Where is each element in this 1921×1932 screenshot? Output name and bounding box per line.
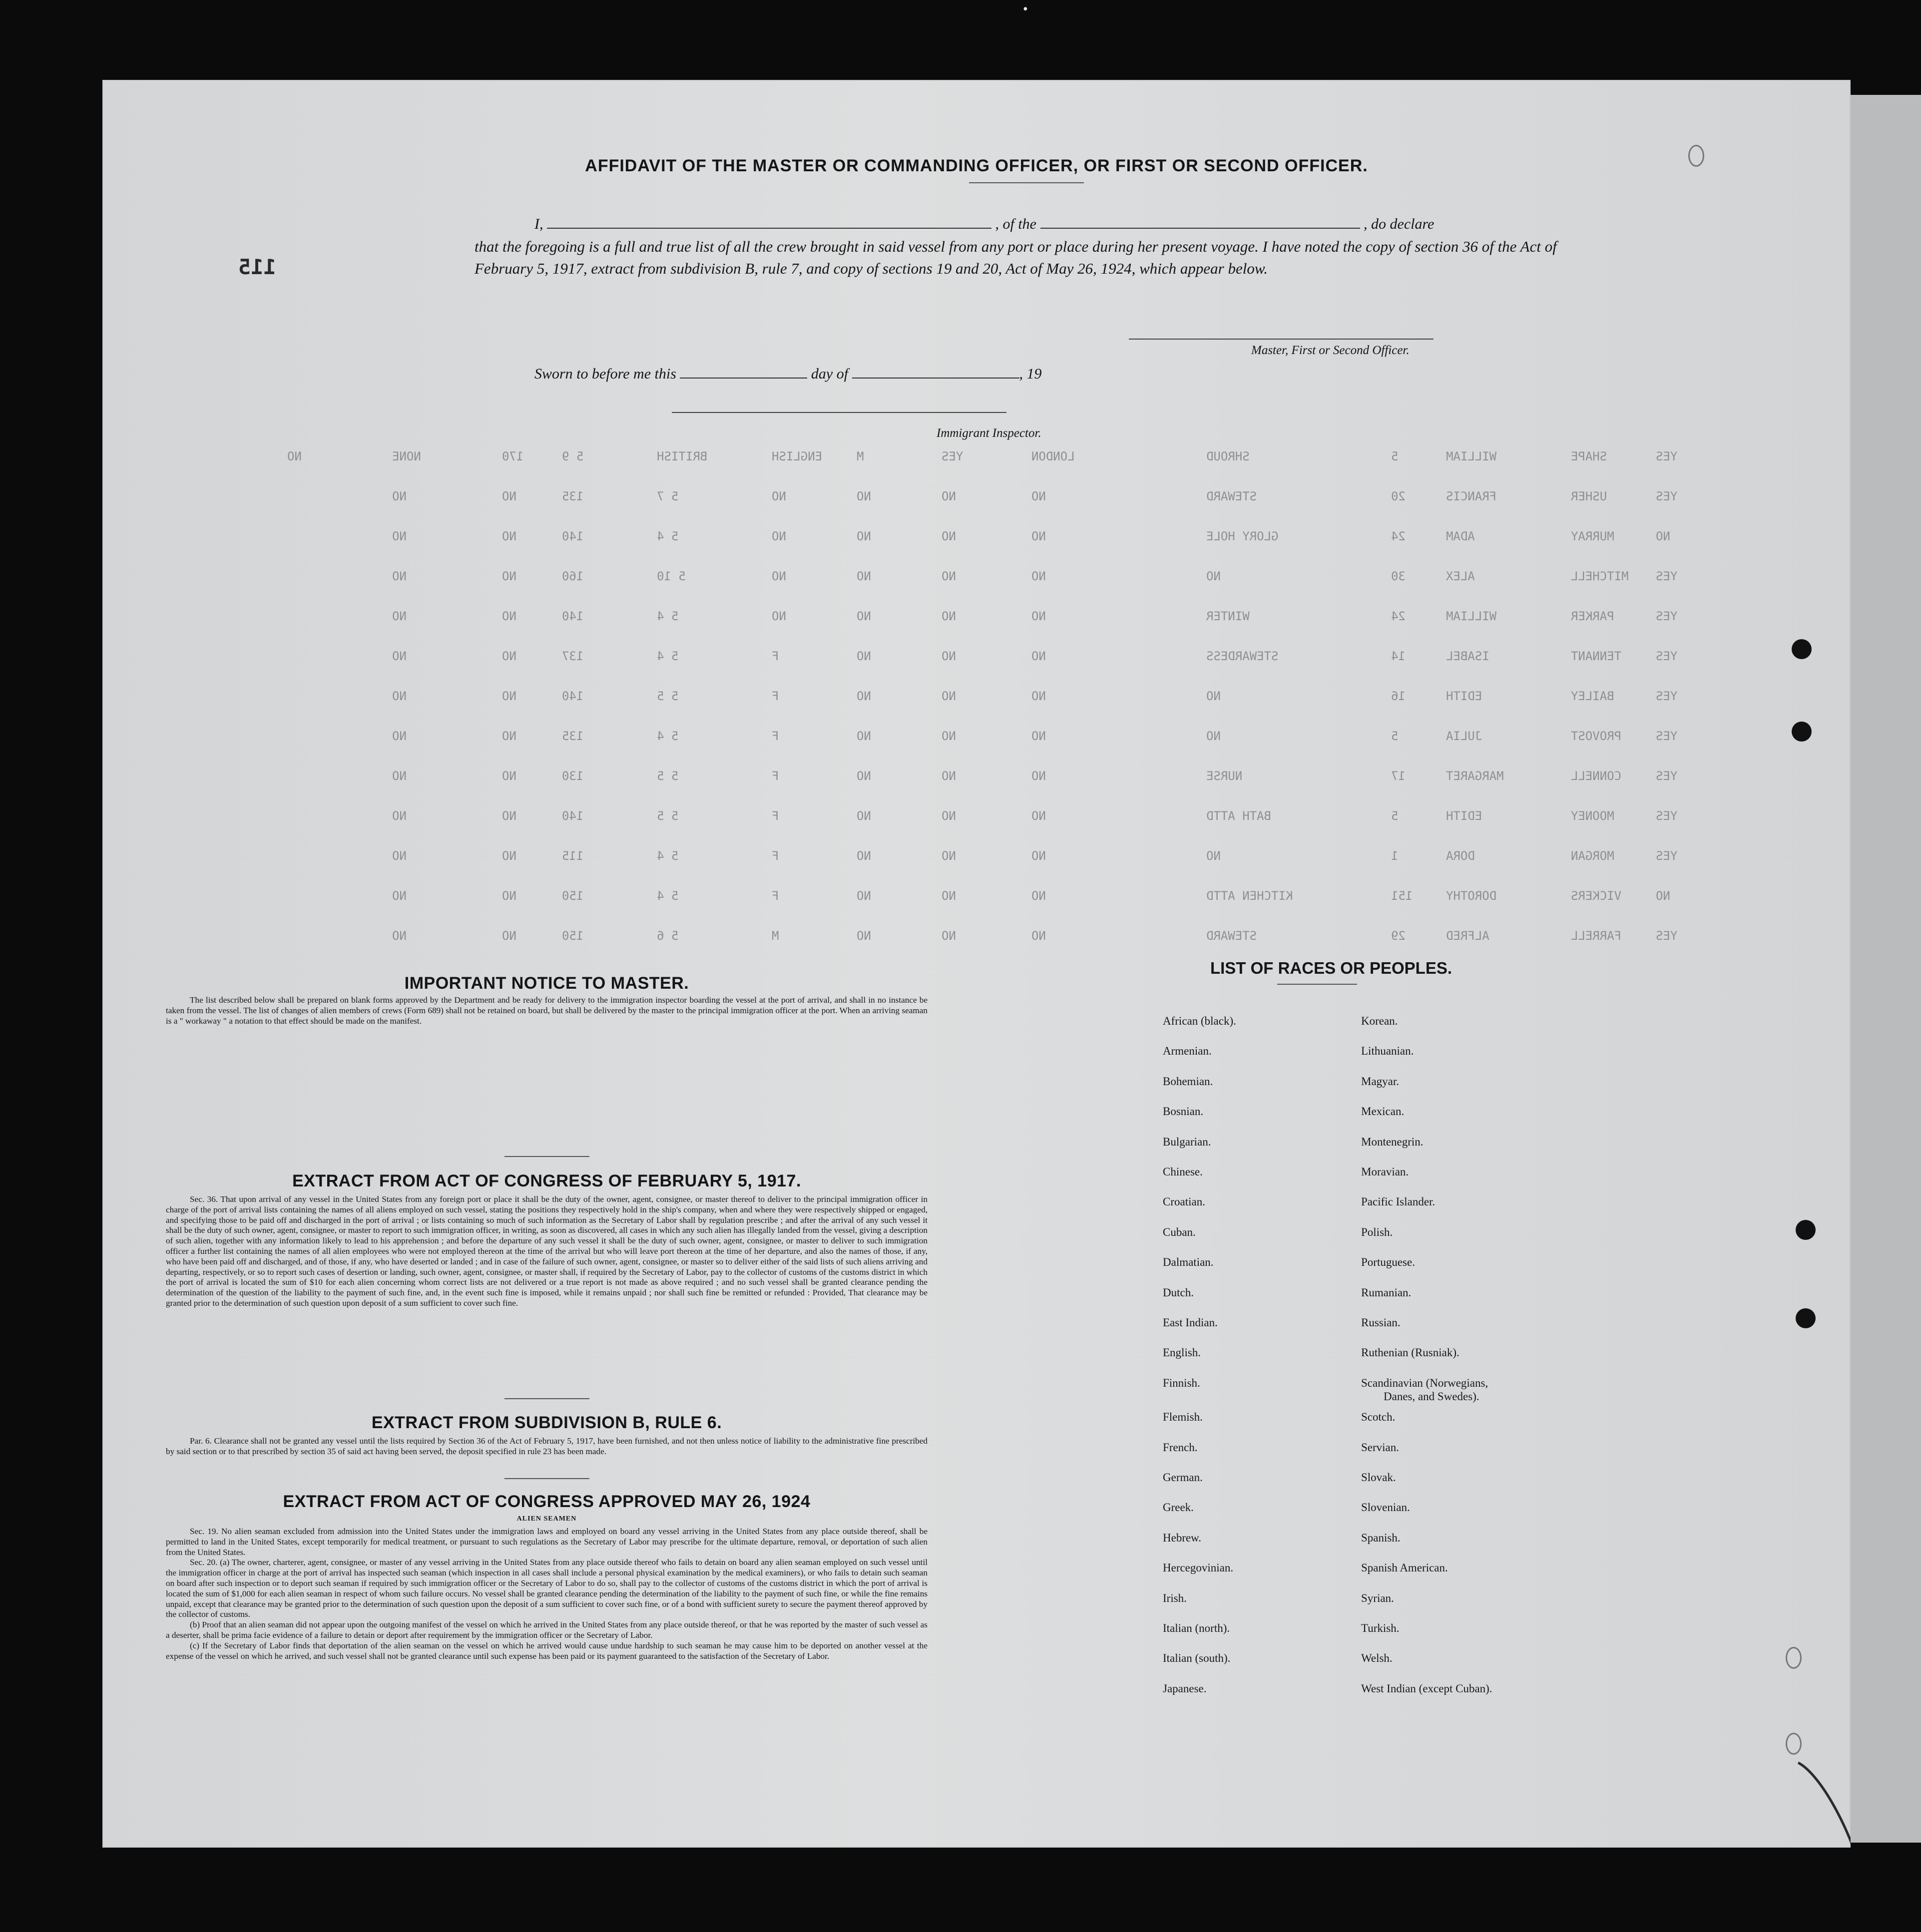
bleed-cell: NO xyxy=(942,809,956,823)
binder-hole xyxy=(1792,639,1812,659)
bleed-cell: 5 4 xyxy=(657,609,679,623)
bleed-cell: 5 4 xyxy=(657,889,679,903)
bleed-cell: 170 xyxy=(502,449,524,463)
bleed-row xyxy=(102,809,1851,829)
bleed-cell: NO xyxy=(287,449,302,463)
bleed-cell: NO xyxy=(502,569,516,583)
sworn-year: , 19 xyxy=(1019,366,1042,382)
bleed-cell: WILLIAM xyxy=(1446,449,1497,463)
bleed-cell: NO xyxy=(942,609,956,623)
binder-hole xyxy=(1796,1220,1816,1240)
race-item: Bohemian. xyxy=(1163,1075,1213,1088)
affidavit-of-the: , of the xyxy=(995,216,1036,232)
race-item: Italian (north). xyxy=(1163,1622,1230,1634)
bleed-cell: PROVOST xyxy=(1571,729,1622,743)
bleed-cell: NO xyxy=(942,649,956,663)
extract-1924-subtitle: ALIEN SEAMEN xyxy=(516,1515,577,1523)
sworn-day-blank xyxy=(680,365,807,379)
bleed-cell: ENGLISH xyxy=(772,449,823,463)
sworn-month-blank xyxy=(852,365,1019,379)
race-item: Russian. xyxy=(1361,1316,1401,1329)
bleed-cell: 5 4 xyxy=(657,529,679,543)
race-item: Dalmatian. xyxy=(1163,1256,1214,1269)
race-item: Greek. xyxy=(1163,1501,1194,1514)
vessel-name-blank xyxy=(1040,215,1360,229)
bleed-cell: NO xyxy=(1031,849,1046,863)
bleed-cell: 5 5 xyxy=(657,769,679,783)
bleed-cell: SHAPE xyxy=(1571,449,1607,463)
bleed-row xyxy=(102,849,1851,869)
bleed-cell: STEWARD xyxy=(1206,929,1257,943)
section-divider xyxy=(504,1156,589,1157)
bleed-cell: NO xyxy=(857,889,871,903)
bleed-cell: NO xyxy=(942,689,956,703)
bleed-row xyxy=(102,929,1851,949)
bleed-cell: NO xyxy=(1031,529,1046,543)
extract-1917-paragraph: Sec. 36. That upon arrival of any vessel in the United States from any foreign port or place it shall be the duty of the owner, agent, consignee, or master thereof to deliver to the principal immigration officer in charge of the port of arrival lists containing the names of all aliens employed on such vessel, stating the positions they respectively hold in the ship's company, when and where they were respectively shipped or engaged, and specifying those to be paid off and discharged in the port of arrival ; or lists containing so much of such information as the Secretary of Labor shall by regulation prescribe ; and after the arrival of any such vessel it shall be the duty of such owner, agent, consignee, or master to report to such immigration officer, in writing, as soon as discovered, all cases in which any such alien has illegally landed from the vessel, giving a description of such alien, together with any information likely to lead to his apprehension ; and before the departure of any such vessel it shall be the duty of such owner, agent, consignee, or master to deliver to such immigration officer a further list containing the names of all alien employees who were not employed thereon at the time of the arrival but who will leave port thereon at the time of her departure, and also the names of those, if any, who have been paid off and discharged, and of those, if any, who have deserted or landed ; and in case of the failure of such owner, agent, consignee, or master so to deliver either of the said lists of such aliens arriving and departing, respectively, or so to report such cases of desertion or landing, such owner, agent, consignee, or master shall, if required by the Secretary of Labor, pay to the collector of customs of the customs district in which the port of arrival is located the sum of $10 for each alien concerning whom correct lists are not delivered or a true report is not made as above required ; and no such vessel shall be granted clearance pending the determination of the question of the liability to the payment of such fine, and, in the event such fine is imposed, while it remains unpaid ; nor shall such fine be remitted or refunded : Provided, That clearance may be granted prior to the determination of such question upon deposit of a sum sufficient to cover such fine. xyxy=(166,1194,928,1308)
bleed-cell: FARRELL xyxy=(1571,929,1622,943)
race-item: Ruthenian (Rusniak). xyxy=(1361,1346,1459,1359)
bleed-cell: 24 xyxy=(1391,529,1406,543)
race-item: Pacific Islander. xyxy=(1361,1195,1436,1208)
bleed-cell: 140 xyxy=(562,689,584,703)
bleed-cell: DORA xyxy=(1446,849,1475,863)
bleed-cell: NO xyxy=(502,689,516,703)
bleed-cell: F xyxy=(772,849,779,863)
race-item: East Indian. xyxy=(1163,1316,1218,1329)
affidavit-title: AFFIDAVIT OF THE MASTER OR COMMANDING OFFICER, OR FIRST OR SECOND OFFICER. xyxy=(585,156,1368,175)
bleed-cell: MORGAN xyxy=(1571,849,1614,863)
bleed-cell: NO xyxy=(502,889,516,903)
race-item: English. xyxy=(1163,1346,1201,1359)
bleed-cell: 160 xyxy=(562,569,584,583)
bleed-cell: ADAM xyxy=(1446,529,1475,543)
race-item: Portuguese. xyxy=(1361,1256,1415,1269)
bleed-row xyxy=(102,569,1851,589)
race-item: Irish. xyxy=(1163,1591,1187,1604)
bleed-cell: NO xyxy=(502,609,516,623)
bleed-cell: SHROUD xyxy=(1206,449,1250,463)
race-item: Scandinavian (Norwegians, xyxy=(1361,1376,1488,1389)
pen-mark-icon xyxy=(1788,1743,1851,1848)
race-item: Bulgarian. xyxy=(1163,1135,1211,1148)
bleed-cell: NO xyxy=(392,849,407,863)
race-item: Welsh. xyxy=(1361,1652,1393,1665)
inspector-signature-line xyxy=(672,412,1006,413)
binder-hole xyxy=(1796,1308,1816,1328)
bleed-row xyxy=(102,609,1851,629)
bleed-cell: 140 xyxy=(562,529,584,543)
bleed-cell: NO xyxy=(1031,569,1046,583)
race-item: Flemish. xyxy=(1163,1411,1203,1424)
race-item: Hercegovinian. xyxy=(1163,1561,1234,1574)
bleed-cell: F xyxy=(772,689,779,703)
bleed-cell: EDITH xyxy=(1446,689,1482,703)
bleed-cell: NO xyxy=(942,929,956,943)
bleed-cell: 5 9 xyxy=(562,449,584,463)
races-title: LIST OF RACES OR PEOPLES. xyxy=(1210,959,1452,977)
bleed-cell: CONNELL xyxy=(1571,769,1622,783)
bleed-cell: 135 xyxy=(562,729,584,743)
bleed-cell: NO xyxy=(502,489,516,503)
sworn-line xyxy=(534,365,1042,383)
notice-title: IMPORTANT NOTICE TO MASTER. xyxy=(404,974,689,993)
bleed-cell: ALEX xyxy=(1446,569,1475,583)
officer-signature-label: Master, First or Second Officer. xyxy=(1251,344,1410,357)
bleed-cell: NO xyxy=(942,729,956,743)
bleed-cell: 14 xyxy=(1391,649,1406,663)
bleed-cell: NO xyxy=(392,489,407,503)
bleed-cell: 20 xyxy=(1391,489,1406,503)
bleed-row xyxy=(102,489,1851,509)
bleed-cell: NO xyxy=(392,609,407,623)
bleed-cell: MOONEY xyxy=(1571,809,1614,823)
bleed-cell: 5 5 xyxy=(657,809,679,823)
bleed-cell: NO xyxy=(857,809,871,823)
bleed-cell: 5 xyxy=(1391,729,1399,743)
race-item: Slovenian. xyxy=(1361,1501,1410,1514)
bleed-cell: 150 xyxy=(562,889,584,903)
bleed-cell: YES xyxy=(1656,609,1678,623)
bleed-cell: YES xyxy=(1656,729,1678,743)
bleed-cell: BRITISH xyxy=(657,449,708,463)
bleed-cell: NO xyxy=(772,529,786,543)
race-item: Armenian. xyxy=(1163,1045,1212,1058)
bleed-cell: F xyxy=(772,649,779,663)
bleed-cell: ALFRED xyxy=(1446,929,1489,943)
bleed-cell: 17 xyxy=(1391,769,1406,783)
section-divider xyxy=(504,1478,589,1479)
race-item: Spanish American. xyxy=(1361,1561,1448,1574)
section-divider xyxy=(504,1398,589,1399)
bleed-cell: NONE xyxy=(392,449,421,463)
bleed-cell: YES xyxy=(1656,569,1678,583)
bleed-cell: NO xyxy=(942,849,956,863)
bleed-cell: NO xyxy=(392,729,407,743)
bleed-cell: NO xyxy=(772,569,786,583)
bleed-cell: NO xyxy=(1206,569,1221,583)
bleed-cell: 5 6 xyxy=(657,929,679,943)
bleed-cell: USHER xyxy=(1571,489,1607,503)
sworn-prefix: Sworn to before me this xyxy=(534,366,676,382)
race-item: Polish. xyxy=(1361,1225,1393,1238)
bleed-cell: STEWARDESS xyxy=(1206,649,1279,663)
bleed-cell: NO xyxy=(502,649,516,663)
bleed-cell: NO xyxy=(942,769,956,783)
bleed-cell: YES xyxy=(1656,769,1678,783)
race-item: German. xyxy=(1163,1471,1203,1484)
inspector-label: Immigrant Inspector. xyxy=(937,426,1041,440)
extract-1924-sec20b: (b) Proof that an alien seaman did not appear upon the outgoing manifest of the vessel on which he arrived in the United States from any place outside thereof, or that he was reported by the master of such vessel as a deserter, shall be prima facie evidence of a failure to detain or deport after requirement by the immigration officer or the Secretary of Labor. xyxy=(166,1620,928,1640)
bleed-cell: NO xyxy=(392,529,407,543)
bleed-cell: NURSE xyxy=(1206,769,1243,783)
bleed-cell: 5 xyxy=(1391,449,1399,463)
extract-1917-text xyxy=(166,1194,928,1309)
bleed-cell: 150 xyxy=(562,929,584,943)
bleed-cell: NO xyxy=(857,729,871,743)
affidavit-i: I, xyxy=(534,216,543,232)
bleed-cell: NO xyxy=(857,569,871,583)
race-item: Servian. xyxy=(1361,1441,1400,1454)
bleed-cell: 30 xyxy=(1391,569,1406,583)
bleed-cell: NO xyxy=(942,889,956,903)
affidavit-title-rule xyxy=(969,182,1084,183)
bleed-cell: NO xyxy=(392,689,407,703)
race-item: Italian (south). xyxy=(1163,1652,1231,1665)
bleed-cell: NO xyxy=(502,769,516,783)
race-item: Slovak. xyxy=(1361,1471,1396,1484)
bleed-cell: NO xyxy=(392,569,407,583)
bleed-cell: LONDON xyxy=(1031,449,1075,463)
extract-1917-title: EXTRACT FROM ACT OF CONGRESS OF FEBRUARY 5, 1917. xyxy=(292,1171,801,1190)
bleed-cell: VICKERS xyxy=(1571,889,1622,903)
bleed-cell: NO xyxy=(392,809,407,823)
bleed-cell: NO xyxy=(772,609,786,623)
race-item: French. xyxy=(1163,1441,1198,1454)
extract-rule6-text xyxy=(166,1436,928,1457)
bleed-cell: ISABEL xyxy=(1446,649,1489,663)
bleed-cell: NO xyxy=(502,809,516,823)
bleed-cell: NO xyxy=(502,929,516,943)
bleed-row xyxy=(102,769,1851,789)
bleed-cell: KITCHEN ATTD xyxy=(1206,889,1293,903)
bleed-cell: M xyxy=(857,449,864,463)
race-item: Finnish. xyxy=(1163,1376,1200,1389)
bleed-cell: NO xyxy=(942,529,956,543)
bleed-cell: 5 4 xyxy=(657,849,679,863)
bleed-row xyxy=(102,889,1851,909)
notice-text xyxy=(166,995,928,1026)
bleed-cell: YES xyxy=(1656,809,1678,823)
sworn-day-of: day of xyxy=(811,366,849,382)
bleed-cell: NO xyxy=(1206,849,1221,863)
bleed-cell: 16 xyxy=(1391,689,1406,703)
bleed-cell: 5 10 xyxy=(657,569,686,583)
bleed-cell: M xyxy=(772,929,779,943)
bleed-cell: MITCHELL xyxy=(1571,569,1629,583)
races-title-rule xyxy=(1277,984,1357,985)
bleed-cell: 135 xyxy=(562,489,584,503)
race-item: Japanese. xyxy=(1163,1682,1207,1695)
bleed-cell: NO xyxy=(942,489,956,503)
affidavit-do-declare: , do declare xyxy=(1364,216,1435,232)
bleed-cell: NO xyxy=(1206,729,1221,743)
bleed-cell: NO xyxy=(1031,929,1046,943)
binder-hole xyxy=(1688,145,1704,167)
race-item: Moravian. xyxy=(1361,1165,1409,1178)
race-item: Lithuanian. xyxy=(1361,1045,1414,1058)
extract-rule6-paragraph: Par. 6. Clearance shall not be granted any vessel until the lists required by Section 36 of the Act of February 5, 1917, have been furnished, and not then unless notice of liability to the administrative fine prescribed by said section or to that prescribed by section 35 of said act having been served, the deposit specified in rule 23 has been made. xyxy=(166,1436,928,1456)
bleed-cell: 151 xyxy=(1391,889,1413,903)
race-item: African (black). xyxy=(1163,1015,1236,1027)
bleed-cell: TENNANT xyxy=(1571,649,1622,663)
race-item: Dutch. xyxy=(1163,1286,1194,1299)
bleed-cell: NO xyxy=(942,569,956,583)
bleed-cell: NO xyxy=(1031,889,1046,903)
bleed-cell: EDITH xyxy=(1446,809,1482,823)
bleed-cell: NO xyxy=(1206,689,1221,703)
bleed-cell: F xyxy=(772,769,779,783)
extract-1924-text xyxy=(166,1527,928,1661)
bleed-cell: YES xyxy=(1656,489,1678,503)
race-item: Scotch. xyxy=(1361,1411,1396,1424)
bleed-cell: 5 4 xyxy=(657,729,679,743)
race-item: Croatian. xyxy=(1163,1195,1205,1208)
bleed-cell: 24 xyxy=(1391,609,1406,623)
bleed-cell: YES xyxy=(1656,929,1678,943)
bleed-cell: NO xyxy=(1031,769,1046,783)
bleed-cell: YES xyxy=(942,449,963,463)
bleed-cell: F xyxy=(772,889,779,903)
bleed-cell: NO xyxy=(392,649,407,663)
bleed-cell: NO xyxy=(857,849,871,863)
bleed-cell: NO xyxy=(857,929,871,943)
bleed-cell: NO xyxy=(1656,889,1670,903)
bleed-cell: JULIA xyxy=(1446,729,1482,743)
officer-signature-line xyxy=(1129,339,1434,340)
page-stamp-number: 115 xyxy=(238,255,276,279)
bleed-cell: GLORY HOLE xyxy=(1206,529,1279,543)
bleed-cell: NO xyxy=(392,889,407,903)
bleed-cell: 5 7 xyxy=(657,489,679,503)
extract-1924-title: EXTRACT FROM ACT OF CONGRESS APPROVED MAY 26, 1924 xyxy=(283,1492,811,1511)
race-item: Hebrew. xyxy=(1163,1531,1202,1544)
bleed-cell: FRANCIS xyxy=(1446,489,1497,503)
race-item: Mexican. xyxy=(1361,1105,1405,1118)
race-item: Chinese. xyxy=(1163,1165,1203,1178)
race-item: Cuban. xyxy=(1163,1225,1196,1238)
bleed-cell: NO xyxy=(857,649,871,663)
bleed-cell: WINTER xyxy=(1206,609,1250,623)
race-item: West Indian (except Cuban). xyxy=(1361,1682,1492,1695)
bleed-cell: NO xyxy=(857,689,871,703)
bleed-row xyxy=(102,449,1851,469)
bleed-cell: BATH ATTD xyxy=(1206,809,1272,823)
bleed-cell: 140 xyxy=(562,609,584,623)
race-item: Magyar. xyxy=(1361,1075,1400,1088)
affidavit-body: that the foregoing is a full and true list of all the crew brought in said vessel from any port or place during her present voyage. I have noted the copy of section 36 of the Act of February 5, 1917, extract from subdivision B, rule 7, and copy of sections 19 and 20, Act of May 26, 1924, which appear below. xyxy=(475,238,1557,277)
race-item: Danes, and Swedes). xyxy=(1384,1390,1479,1403)
bleed-cell: NO xyxy=(857,609,871,623)
affidavit-declaration-line xyxy=(534,215,1434,233)
manifest-page xyxy=(102,80,1851,1848)
bleed-cell: 115 xyxy=(562,849,584,863)
race-item: Syrian. xyxy=(1361,1591,1394,1604)
race-item: Rumanian. xyxy=(1361,1286,1412,1299)
bleed-cell: 5 xyxy=(1391,809,1399,823)
bleed-cell: YES xyxy=(1656,849,1678,863)
bleed-row xyxy=(102,689,1851,709)
bleed-cell: DOROTHY xyxy=(1446,889,1497,903)
bleed-cell: NO xyxy=(1031,809,1046,823)
bleed-row xyxy=(102,729,1851,749)
bleed-cell: F xyxy=(772,729,779,743)
race-item: Turkish. xyxy=(1361,1622,1400,1634)
bleed-cell: NO xyxy=(392,929,407,943)
bleed-cell: NO xyxy=(1031,649,1046,663)
bleed-cell: NO xyxy=(1656,529,1670,543)
bleed-cell: NO xyxy=(502,849,516,863)
bleed-cell: MARGARET xyxy=(1446,769,1504,783)
race-item: Montenegrin. xyxy=(1361,1135,1424,1148)
bleed-cell: 1 xyxy=(1391,849,1399,863)
bleed-cell: 140 xyxy=(562,809,584,823)
bleed-cell: MURRAY xyxy=(1571,529,1614,543)
bleed-row xyxy=(102,529,1851,549)
extract-1924-sec19: Sec. 19. No alien seaman excluded from admission into the United States under the immigration laws and employed on board any vessel arriving in the United States from any place outside thereof, shall be permitted to land in the United States, except temporarily for medical treatment, or pursuant to such regulations as the Secretary of Labor may prescribe for the ultimate departure, removal, or deportation of such alien from the United States. xyxy=(166,1527,928,1557)
extract-1924-sec20a: Sec. 20. (a) The owner, charterer, agent, consignee, or master of any vessel arriving in the United States from any place outside thereof who fails to detain on board any alien seaman employed on such vessel until the immigration officer in charge at the port of arrival has inspected such seaman (which inspection in all cases shall include a personal physical examination by the medical examiners), or who fails to detain such seaman on board after such inspection or to deport such seaman if required by such immigration officer or the Secretary of Labor to do so, shall pay to the collector of customs of the customs district in which the port of arrival is located the sum of $1,000 for each alien seaman in respect of whom such failure occurs. No vessel shall be granted clearance pending the determination of the liability to the payment of such fine, or while the fine remains unpaid, except that clearance may be granted prior to the determination of such question upon the deposit of a sum sufficient to cover such fine, or of a bond with sufficient surety to secure the payment thereof approved by the collector of customs. xyxy=(166,1557,928,1619)
film-mark: • xyxy=(1023,1,1028,17)
binder-hole xyxy=(1786,1647,1802,1669)
officer-name-blank xyxy=(547,215,991,229)
bleed-cell: F xyxy=(772,809,779,823)
bleed-cell: NO xyxy=(502,529,516,543)
bleed-cell: STEWARD xyxy=(1206,489,1257,503)
bleed-cell: 130 xyxy=(562,769,584,783)
binder-hole xyxy=(1792,722,1812,742)
bleed-cell: WILLIAM xyxy=(1446,609,1497,623)
race-item: Bosnian. xyxy=(1163,1105,1204,1118)
bleed-cell: 29 xyxy=(1391,929,1406,943)
bleed-cell: NO xyxy=(1031,729,1046,743)
bleed-cell: 5 4 xyxy=(657,649,679,663)
bleed-cell: NO xyxy=(857,529,871,543)
bleed-cell: 5 5 xyxy=(657,689,679,703)
bleed-cell: NO xyxy=(1031,489,1046,503)
notice-paragraph: The list described below shall be prepared on blank forms approved by the Department and be ready for delivery to the immigration inspector boarding the vessel at the port of arrival, and shall in no instance be taken from the vessel. The list of changes of alien members of crews (Form 689) shall not be retained on board, but shall be delivered by the master to the principal immigration officer at the port. When an arriving seaman is a " workaway " a notation to that effect should be made on the manifest. xyxy=(166,995,928,1026)
bleed-cell: NO xyxy=(1031,609,1046,623)
bleed-cell: NO xyxy=(1031,689,1046,703)
bleed-cell: NO xyxy=(857,769,871,783)
bleed-cell: YES xyxy=(1656,649,1678,663)
bleed-cell: PARKER xyxy=(1571,609,1614,623)
bleed-cell: NO xyxy=(857,489,871,503)
bleed-cell: YES xyxy=(1656,689,1678,703)
race-item: Spanish. xyxy=(1361,1531,1401,1544)
bleed-row xyxy=(102,649,1851,669)
bleed-cell: NO xyxy=(392,769,407,783)
bleed-cell: 137 xyxy=(562,649,584,663)
race-item: Korean. xyxy=(1361,1015,1398,1027)
bleed-cell: NO xyxy=(502,729,516,743)
bleed-cell: YES xyxy=(1656,449,1678,463)
extract-rule6-title: EXTRACT FROM SUBDIVISION B, RULE 6. xyxy=(371,1413,722,1432)
extract-1924-sec20c: (c) If the Secretary of Labor finds that deportation of the alien seaman on the vessel on which he arrived would cause undue hardship to such seaman he may cause him to be deported on another vessel at the expense of the vessel on which he arrived, and such vessel shall not be granted clearance until such expense has been paid or its payment guaranteed to the satisfaction of the Secretary of Labor. xyxy=(166,1640,928,1661)
bleed-cell: NO xyxy=(772,489,786,503)
bleed-cell: BAILEY xyxy=(1571,689,1614,703)
